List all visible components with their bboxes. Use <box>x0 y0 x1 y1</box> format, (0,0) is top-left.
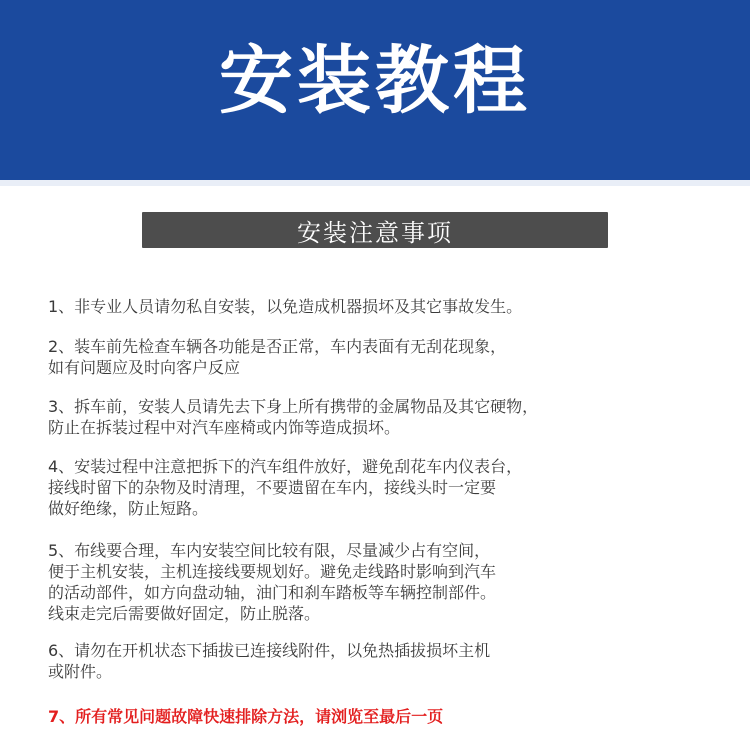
note-6-line-2: 或附件。 <box>48 662 113 681</box>
note-4-line-3: 做好绝缘，防止短路。 <box>48 499 209 518</box>
note-4-line-1: 4、安装过程中注意把拆下的汽车组件放好，避免刮花车内仪表台， <box>48 457 523 476</box>
note-7-line-1: 7、所有常见问题故障快速排除方法，请浏览至最后一页 <box>48 707 444 726</box>
note-6-line-1: 6、请勿在开机状态下插拔已连接线附件，以免热插拔损坏主机 <box>48 641 491 660</box>
note-5-line-3: 的活动部件，如方向盘动轴，油门和刹车踏板等车辆控制部件。 <box>48 583 497 602</box>
note-2-line-2: 如有问题应及时向客户反应 <box>48 358 241 377</box>
note-3-line-2: 防止在拆装过程中对汽车座椅或内饰等造成损坏。 <box>48 418 401 437</box>
note-5-line-2: 便于主机安装，主机连接线要规划好。避免走线路时影响到汽车 <box>48 562 497 581</box>
page-title: 安装教程 <box>219 38 531 124</box>
note-4-line-2: 接线时留下的杂物及时清理，不要遗留在车内，接线头时一定要 <box>48 478 497 497</box>
note-5-line-1: 5、布线要合理，车内安装空间比较有限，尽量减少占有空间， <box>48 541 491 560</box>
note-2-line-1: 2、装车前先检查车辆各功能是否正常，车内表面有无刮花现象， <box>48 337 507 356</box>
note-1-line-1: 1、非专业人员请勿私自安装，以免造成机器损坏及其它事故发生。 <box>48 297 523 316</box>
note-5-line-4: 线束走完后需要做好固定，防止脱落。 <box>48 604 321 623</box>
note-3-line-1: 3、拆车前，安装人员请先去下身上所有携带的金属物品及其它硬物， <box>48 397 539 416</box>
section-title: 安装注意事项 <box>297 218 453 247</box>
